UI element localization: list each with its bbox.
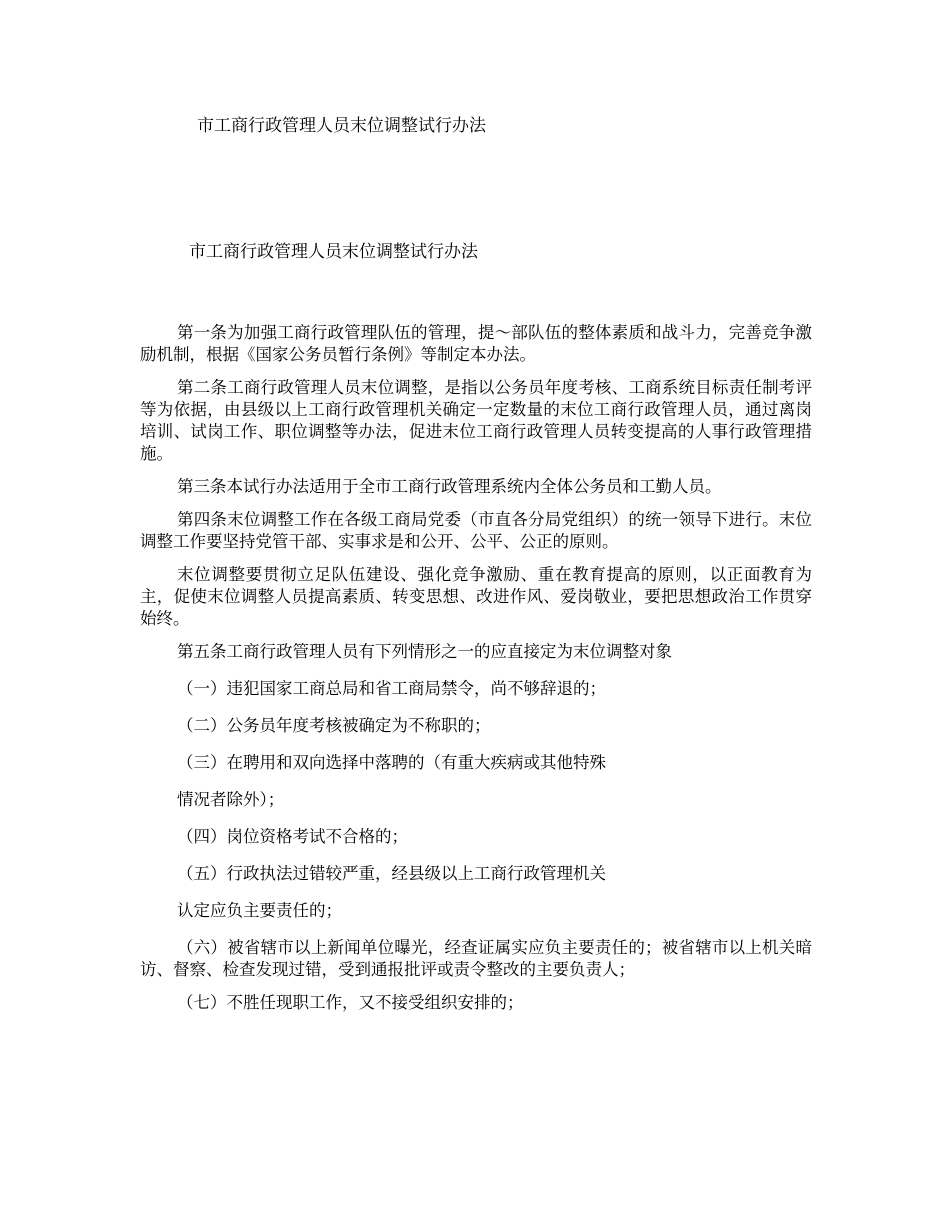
document-body (140, 322, 812, 1014)
article-1: 第一条为加强工商行政管理队伍的管理，提～部队伍的整体素质和战斗力，完善竞争激励机制，根据《国家公务员暂行条例》等制定本办法。 (140, 323, 812, 364)
list-item-5: （五）行政执法过错较严重，经县级以上工商行政管理机关 (177, 864, 606, 883)
article-2: 第二条工商行政管理人员末位调整，是指以公务员年度考核、工商系统目标责任制考评等为依据，由县级以上工商行政管理机关确定一定数量的末位工商行政管理人员，通过离岗培训、试岗工作、职位调整等办法，促进末位工商行政管理人员转变提高的人事行政管理措施。 (140, 378, 812, 463)
list-item-4: （四）岗位资格考试不合格的； (177, 827, 408, 846)
document-subtitle: 市工商行政管理人员末位调整试行办法 (189, 242, 478, 262)
list-item-2: （二）公务员年度考核被确定为不称职的； (177, 716, 491, 735)
list-item-6: （六）被省辖市以上新闻单位曝光，经查证属实应负主要责任的；被省辖市以上机关暗访、督察、检查发现过错，受到通报批评或责令整改的主要负责人； (140, 938, 812, 979)
list-item-3: （三）在聘用和双向选择中落聘的（有重大疾病或其他特殊 (177, 753, 606, 772)
article-3: 第三条本试行办法适用于全市工商行政管理系统内全体公务员和工勤人员。 (177, 477, 722, 496)
principle-paragraph: 末位调整要贯彻立足队伍建设、强化竞争激励、重在教育提高的原则，以正面教育为主，促使末位调整人员提高素质、转变思想、改进作风、爱岗敬业，要把思想政治工作贯穿始终。 (140, 565, 812, 628)
article-5: 第五条工商行政管理人员有下列情形之一的应直接定为末位调整对象 (177, 642, 672, 661)
list-item-5-continued: 认定应负主要责任的； (177, 901, 342, 920)
article-4: 第四条末位调整工作在各级工商局党委（市直各分局党组织）的统一领导下进行。末位调整工作要坚持党管干部、实事求是和公开、公平、公正的原则。 (140, 510, 812, 551)
list-item-7: （七）不胜任现职工作，又不接受组织安排的； (177, 993, 524, 1012)
list-item-3-continued: 情况者除外）； (177, 790, 285, 809)
list-item-1: （一）违犯国家工商总局和省工商局禁令，尚不够辞退的； (177, 679, 606, 698)
document-title: 市工商行政管理人员末位调整试行办法 (197, 116, 486, 136)
